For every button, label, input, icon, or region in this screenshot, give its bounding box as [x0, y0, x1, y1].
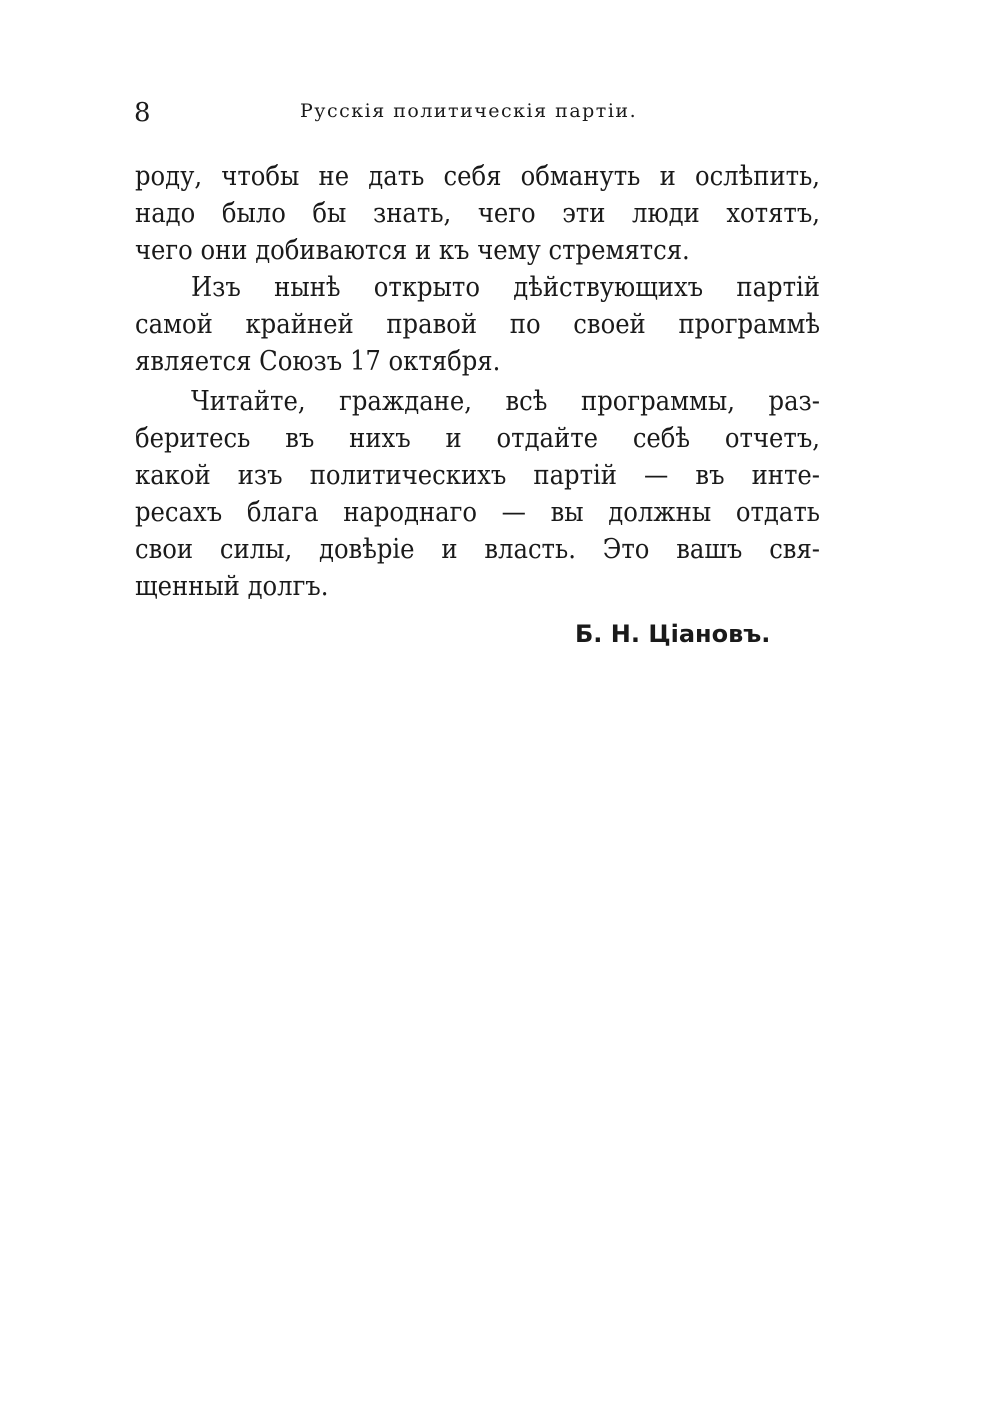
text-line: надо было бы знать, чего эти люди хотятъ,	[135, 198, 820, 229]
text-line: ресахъ блага народнаго — вы должны отдать	[135, 497, 820, 528]
text-line: какой изъ политическихъ партій — въ инте-	[135, 460, 820, 491]
text-line: самой крайней правой по своей программѣ	[135, 309, 820, 340]
text-line: Читайте, граждане, всѣ программы, раз-	[191, 386, 820, 417]
paragraph	[135, 158, 820, 269]
text-line: беритесь въ нихъ и отдайте себѣ отчетъ,	[135, 423, 820, 454]
text-line: свои силы, довѣріе и власть. Это вашъ свя-	[135, 534, 820, 565]
body-text	[135, 158, 820, 605]
text-line: является Союзъ 17 октября.	[135, 346, 501, 377]
text-line: чего они добиваются и къ чему стремятся.	[135, 235, 690, 266]
text-line: щенный долгъ.	[135, 571, 329, 602]
page-number: 8	[134, 98, 151, 128]
paragraph	[135, 269, 820, 380]
text-line: Изъ нынѣ открыто дѣйствующихъ партій	[191, 272, 820, 303]
paragraph	[135, 383, 820, 605]
signature: Б. Н. Ціановъ.	[575, 620, 771, 648]
running-title: Русскія политическія партіи.	[300, 100, 638, 122]
text-line: роду, чтобы не дать себя обмануть и ослѣпить,	[135, 161, 820, 192]
